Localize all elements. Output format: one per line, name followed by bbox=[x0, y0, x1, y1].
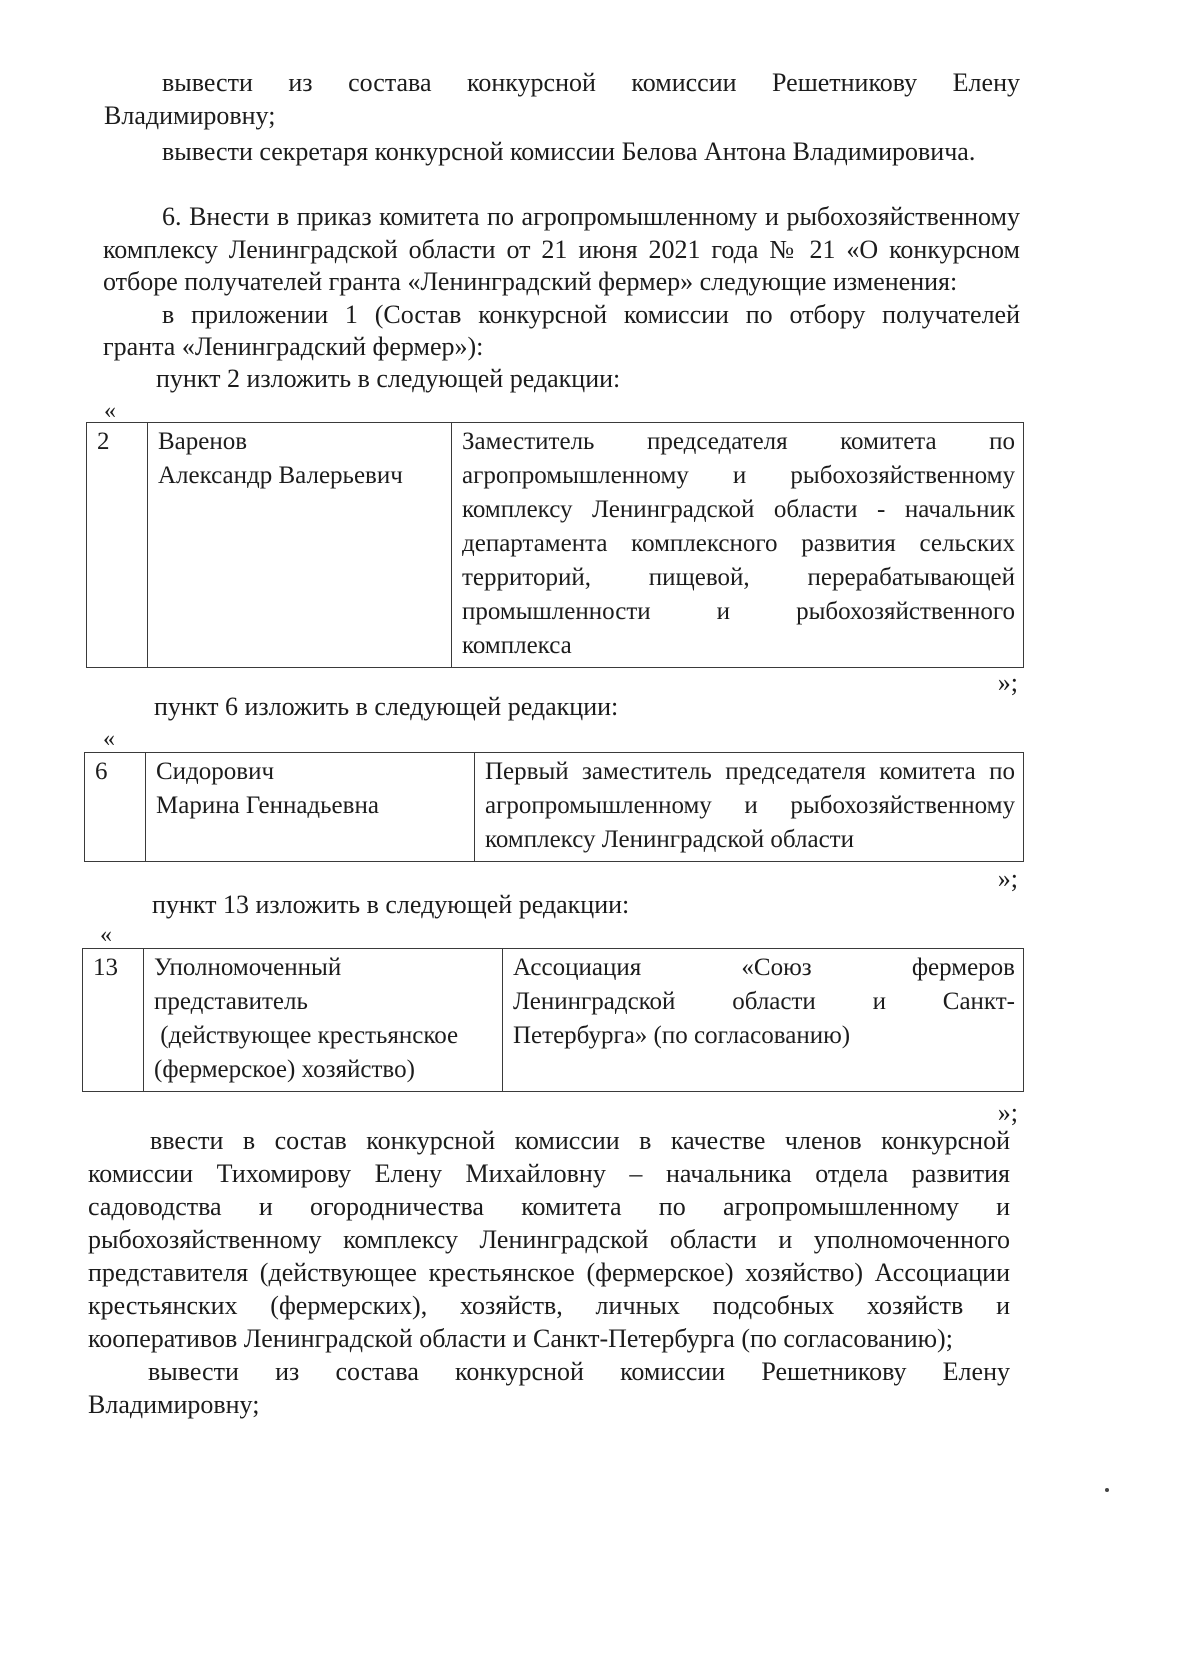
paragraph-remove-secretary: вывести секретаря конкурсной комиссии Белова Антона Владимировича. bbox=[162, 137, 976, 166]
member-given-names: Александр Валерьевич bbox=[158, 462, 403, 489]
paragraph-add-tikhomirova-line: рыбохозяйственному комплексу Ленинградской области и уполномоченного bbox=[88, 1225, 1010, 1254]
paragraph-remove-reshetnikova-2-cont: Владимировну; bbox=[88, 1390, 260, 1419]
closing-quote: »; bbox=[997, 668, 1018, 697]
paragraph-appendix-1: в приложении 1 (Состав конкурсной комиссии по отбору получателей bbox=[162, 300, 1020, 329]
table-row bbox=[85, 753, 1024, 862]
position-line: промышленности и рыбохозяйственного bbox=[462, 598, 1015, 625]
table-cell-number: 2 bbox=[87, 423, 148, 668]
paragraph-item-6-intro-line2: комплексу Ленинградской области от 21 июня 2021 года № 21 «О конкурсном bbox=[103, 235, 1020, 264]
paragraph-item-6-intro-line3: отборе получателей гранта «Ленинградский фермер» следующие изменения: bbox=[103, 267, 958, 296]
table-cell-name bbox=[144, 949, 503, 1092]
table-cell-name bbox=[148, 423, 452, 668]
paragraph-item-6-intro: 6. Внести в приказ комитета по агропромышленному и рыбохозяйственному bbox=[162, 202, 1020, 231]
member-role-line: Уполномоченный bbox=[154, 954, 342, 981]
position-line: Ленинградской области и Санкт- bbox=[513, 988, 1015, 1015]
member-role-line: представитель bbox=[154, 988, 308, 1015]
member-given-names: Марина Геннадьевна bbox=[156, 792, 379, 819]
position-line: Ассоциация «Союз фермеров bbox=[513, 954, 1015, 981]
table-point-13 bbox=[82, 948, 1024, 1092]
table-cell-position bbox=[452, 423, 1024, 668]
paragraph-remove-reshetnikova-2: вывести из состава конкурсной комиссии Решетникову Елену bbox=[148, 1357, 1010, 1386]
table-point-2 bbox=[86, 422, 1024, 668]
opening-quote: « bbox=[103, 726, 115, 752]
table-point-6 bbox=[84, 752, 1024, 862]
position-line: Петербурга» (по согласованию) bbox=[513, 1022, 851, 1049]
table-cell-name bbox=[146, 753, 475, 862]
member-role-line: (действующее крестьянское bbox=[154, 1022, 459, 1049]
position-line: комплексу Ленинградской области - начальник bbox=[462, 496, 1015, 523]
paragraph-remove-reshetnikova: вывести из состава конкурсной комиссии Решетникову Елену bbox=[162, 68, 1020, 97]
paragraph-add-tikhomirova: ввести в состав конкурсной комиссии в качестве членов конкурсной bbox=[150, 1126, 1010, 1155]
table-cell-number: 6 bbox=[85, 753, 146, 862]
scan-speck bbox=[1105, 1488, 1109, 1492]
position-line: Первый заместитель председателя комитета по bbox=[485, 758, 1015, 785]
position-line: департамента комплексного развития сельских bbox=[462, 530, 1015, 557]
paragraph-appendix-1-line2: гранта «Ленинградский фермер»): bbox=[103, 332, 484, 361]
table-row bbox=[87, 423, 1024, 668]
paragraph-point-2-heading: пункт 2 изложить в следующей редакции: bbox=[156, 364, 621, 393]
position-line: Заместитель председателя комитета по bbox=[462, 428, 1015, 455]
paragraph-point-6-heading: пункт 6 изложить в следующей редакции: bbox=[154, 692, 619, 721]
member-surname: Варенов bbox=[158, 428, 248, 455]
position-line: комплексу Ленинградской области bbox=[485, 826, 854, 853]
paragraph-add-tikhomirova-line: садоводства и огородничества комитета по агропромышленному и bbox=[88, 1192, 1010, 1221]
paragraph-remove-reshetnikova-cont: Владимировну; bbox=[104, 101, 276, 130]
table-cell-position bbox=[503, 949, 1024, 1092]
position-line: территорий, пищевой, перерабатывающей bbox=[462, 564, 1015, 591]
opening-quote: « bbox=[100, 922, 112, 948]
member-role-line: (фермерское) хозяйство) bbox=[154, 1056, 415, 1083]
position-line: агропромышленному и рыбохозяйственному bbox=[485, 792, 1015, 819]
table-cell-position bbox=[475, 753, 1024, 862]
closing-quote: »; bbox=[997, 1098, 1018, 1127]
table-cell-number: 13 bbox=[83, 949, 144, 1092]
position-line: агропромышленному и рыбохозяйственному bbox=[462, 462, 1015, 489]
closing-quote: »; bbox=[997, 864, 1018, 893]
paragraph-add-tikhomirova-line: представителя (действующее крестьянское (фермерское) хозяйство) Ассоциации bbox=[88, 1258, 1010, 1287]
position-line: комплекса bbox=[462, 632, 572, 659]
opening-quote: « bbox=[104, 398, 116, 424]
paragraph-add-tikhomirova-line: крестьянских (фермерских), хозяйств, личных подсобных хозяйств и bbox=[88, 1291, 1010, 1320]
paragraph-add-tikhomirova-line: комиссии Тихомирову Елену Михайловну – начальника отдела развития bbox=[88, 1159, 1010, 1188]
member-surname: Сидорович bbox=[156, 758, 275, 785]
paragraph-point-13-heading: пункт 13 изложить в следующей редакции: bbox=[152, 890, 630, 919]
table-row bbox=[83, 949, 1024, 1092]
paragraph-add-tikhomirova-line: кооперативов Ленинградской области и Санкт-Петербурга (по согласованию); bbox=[88, 1324, 953, 1353]
